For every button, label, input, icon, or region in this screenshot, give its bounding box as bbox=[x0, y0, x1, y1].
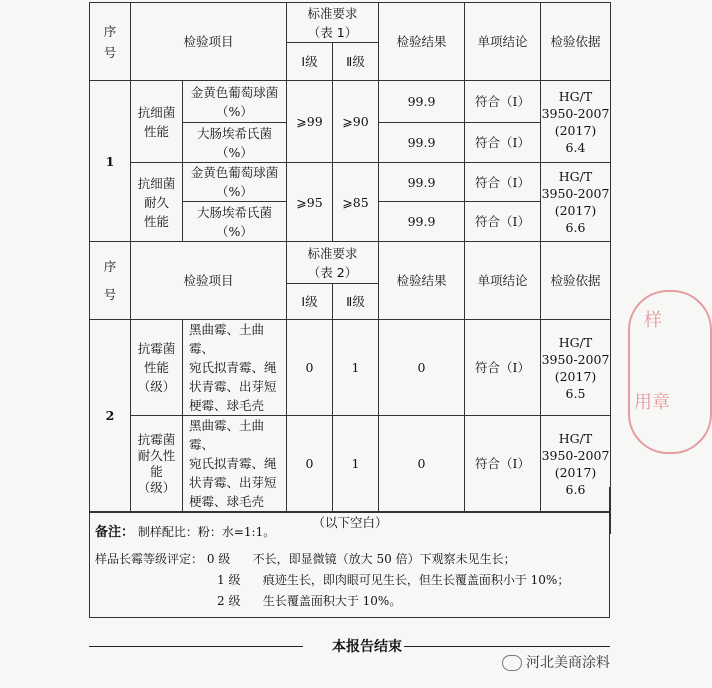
group1-section2-organism1: 金黄色葡萄球菌 （%） bbox=[183, 163, 287, 202]
grade0-level: 0 级 bbox=[206, 552, 231, 566]
group1-section2-conclusion1: 符合（I） bbox=[465, 163, 541, 202]
group1-section1-grade1: ⩾99 bbox=[287, 81, 333, 163]
group2-row1-grade2: 1 bbox=[333, 320, 379, 416]
header-result: 检验结果 bbox=[379, 3, 465, 81]
group2-row1-result: 0 bbox=[379, 320, 465, 416]
group1-section2-name: 抗细菌 耐久 性能 bbox=[131, 163, 183, 242]
group1-section2-conclusion2: 符合（I） bbox=[465, 202, 541, 242]
frame-bottom-rule bbox=[89, 617, 610, 618]
group2-row2-result: 0 bbox=[379, 416, 465, 512]
inspection-table bbox=[89, 2, 611, 534]
group1-section1-name: 抗细菌 性能 bbox=[131, 81, 183, 163]
group2-row2-conclusion: 符合（I） bbox=[465, 416, 541, 512]
group2-seq: 2 bbox=[90, 320, 131, 512]
group2-row2-organisms: 黑曲霉、土曲霉、 宛氏拟青霉、绳 状青霉、出芽短 梗霉、球毛壳 bbox=[183, 416, 287, 512]
grade2-level: 2 级 bbox=[217, 594, 241, 608]
grade1-level: 1 级 bbox=[217, 573, 241, 587]
header2-basis: 检验依据 bbox=[541, 242, 611, 320]
group1-section1-conclusion1: 符合（I） bbox=[465, 81, 541, 123]
group2-row1-organisms: 黑曲霉、土曲霉、 宛氏拟青霉、绳 状青霉、出芽短 梗霉、球毛壳 bbox=[183, 320, 287, 416]
group2-row1-grade1: 0 bbox=[287, 320, 333, 416]
header-item: 检验项目 bbox=[131, 3, 287, 81]
group1-section1-result2: 99.9 bbox=[379, 123, 465, 163]
group2-row1-basis: HG/T 3950-2007 (2017) 6.5 bbox=[541, 320, 611, 416]
header2-result: 检验结果 bbox=[379, 242, 465, 320]
end-line-right bbox=[404, 646, 610, 647]
end-line-left bbox=[89, 646, 303, 647]
remark-ratio-line bbox=[89, 522, 609, 543]
group1-section2-basis: HG/T 3950-2007 (2017) 6.6 bbox=[541, 163, 611, 242]
group1-section1-grade2: ⩾90 bbox=[333, 81, 379, 163]
group2-row2-name: 抗霉菌 耐久性 能 （级） bbox=[131, 416, 183, 512]
group1-section1-conclusion2: 符合（I） bbox=[465, 123, 541, 163]
grade2-desc: 生长覆盖面积大于 10%。 bbox=[262, 594, 402, 608]
group1-section2-grade1: ⩾95 bbox=[287, 163, 333, 242]
header2-standard-table2: 标准要求 （表 2） bbox=[287, 242, 379, 284]
remarks-section bbox=[89, 512, 609, 612]
remark-grade1-line bbox=[89, 570, 609, 591]
grading-title: 样品长霉等级评定： bbox=[95, 552, 204, 566]
remark-label: 备注： bbox=[95, 525, 135, 540]
group2-row2-grade1: 0 bbox=[287, 416, 333, 512]
group1-seq: 1 bbox=[90, 81, 131, 242]
remark-ratio: 制样配比：粉：水=1:1。 bbox=[137, 525, 276, 539]
red-seal-stamp bbox=[628, 290, 712, 454]
header2-item: 检验项目 bbox=[131, 242, 287, 320]
header2-grade1: Ⅰ级 bbox=[287, 284, 333, 320]
group2-row1-name: 抗霉菌 性能 （级） bbox=[131, 320, 183, 416]
header-standard-table1: 标准要求 （表 1） bbox=[287, 3, 379, 43]
remark-grade0-line bbox=[89, 549, 609, 570]
header2-seq: 序 号 bbox=[90, 242, 131, 320]
header-basis: 检验依据 bbox=[541, 3, 611, 81]
group1-section1-basis: HG/T 3950-2007 (2017) 6.4 bbox=[541, 81, 611, 163]
group2-row2-basis: HG/T 3950-2007 (2017) 6.6 bbox=[541, 416, 611, 512]
header-seq: 序 号 bbox=[90, 3, 131, 81]
remark-grade2-line bbox=[89, 591, 609, 612]
header2-grade2: Ⅱ级 bbox=[333, 284, 379, 320]
group1-section1-result1: 99.9 bbox=[379, 81, 465, 123]
header-grade2: Ⅱ级 bbox=[333, 43, 379, 81]
report-end-text: 本报告结束 bbox=[332, 639, 402, 655]
header-grade1: Ⅰ级 bbox=[287, 43, 333, 81]
frame-right-border bbox=[609, 487, 610, 618]
group1-section2-grade2: ⩾85 bbox=[333, 163, 379, 242]
watermark-text: 河北美商涂料 bbox=[526, 655, 610, 671]
header-conclusion: 单项结论 bbox=[465, 3, 541, 81]
group1-section1-organism2: 大肠埃希氏菌 （%） bbox=[183, 123, 287, 163]
stamp-text-top: 样 bbox=[644, 310, 662, 331]
grade0-desc: 不长，即显微镜（放大 50 倍）下观察未见生长； bbox=[252, 552, 516, 566]
group1-section2-organism2: 大肠埃希氏菌 （%） bbox=[183, 202, 287, 242]
stamp-text-bottom: 用章 bbox=[634, 392, 670, 413]
wechat-watermark bbox=[502, 652, 610, 672]
grade1-desc: 痕迹生长，即肉眼可见生长，但生长覆盖面积小于 10%； bbox=[262, 573, 570, 587]
group2-row2-grade2: 1 bbox=[333, 416, 379, 512]
wechat-icon bbox=[502, 655, 522, 671]
header2-conclusion: 单项结论 bbox=[465, 242, 541, 320]
group1-section2-result1: 99.9 bbox=[379, 163, 465, 202]
blank-note: （以下空白） bbox=[90, 512, 611, 534]
group1-section2-result2: 99.9 bbox=[379, 202, 465, 242]
group1-section1-organism1: 金黄色葡萄球菌 （%） bbox=[183, 81, 287, 123]
group2-row1-conclusion: 符合（I） bbox=[465, 320, 541, 416]
